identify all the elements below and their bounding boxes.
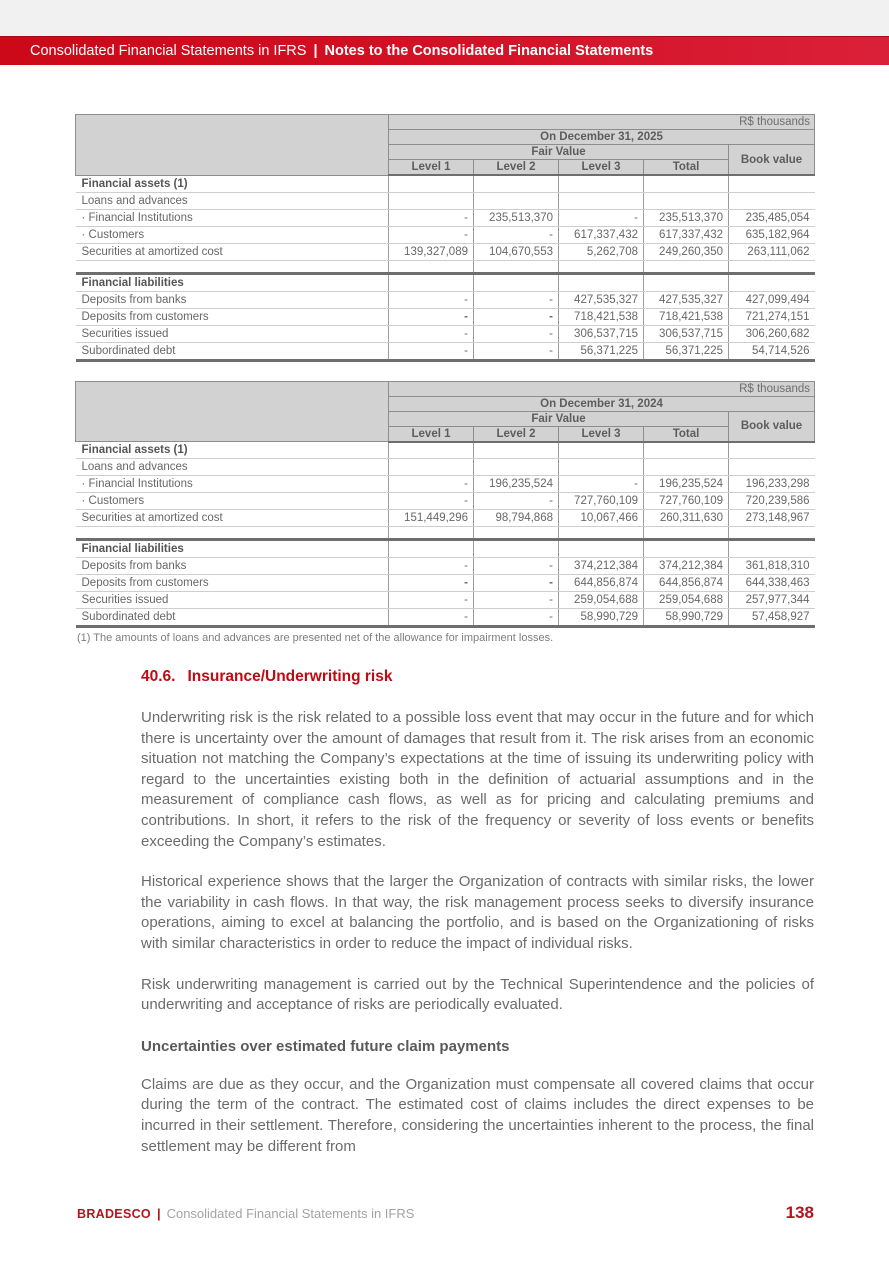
cell-value: -: [474, 609, 559, 627]
cell-value: 259,054,688: [644, 592, 729, 609]
table-row: [76, 592, 815, 609]
book-value-header: Book value: [729, 411, 815, 442]
spacer-row: [76, 260, 815, 273]
cell-empty: [644, 260, 729, 273]
table-corner-cell: [76, 381, 389, 442]
row-label: Subordinated debt: [76, 609, 389, 627]
cell-value: -: [389, 609, 474, 627]
cell-value: [474, 459, 559, 476]
cell-value: 58,990,729: [644, 609, 729, 627]
cell-value: -: [559, 476, 644, 493]
table-row: [76, 459, 815, 476]
cell-value: [729, 459, 815, 476]
row-label: Deposits from banks: [76, 558, 389, 575]
row-label: Securities issued: [76, 325, 389, 342]
table-row: [76, 493, 815, 510]
section-title: Financial liabilities: [76, 273, 389, 291]
section-text-block: [141, 668, 814, 1157]
table-row: [76, 226, 815, 243]
cell-value: [389, 192, 474, 209]
cell-value: -: [474, 592, 559, 609]
cell-value: 374,212,384: [559, 558, 644, 575]
cell-empty: [559, 273, 644, 291]
table-corner-cell: [76, 115, 389, 176]
cell-value: -: [474, 308, 559, 325]
cell-value: -: [389, 308, 474, 325]
units-label: R$ thousands: [389, 115, 815, 130]
level-3-header: Level 3: [559, 426, 644, 442]
cell-value: 56,371,225: [559, 342, 644, 360]
table-row: [76, 558, 815, 575]
cell-value: 306,537,715: [559, 325, 644, 342]
cell-empty: [389, 442, 474, 459]
cell-value: 721,274,151: [729, 308, 815, 325]
table-row: [76, 575, 815, 592]
cell-empty: [729, 175, 815, 192]
header-separator: |: [313, 43, 318, 59]
cell-empty: [389, 527, 474, 540]
paragraph: Underwriting risk is the risk related to a possible loss event that may occur in the future and for which there is uncertainty over the amount of damages that result from it. The risk arises from an economic situation not matching the Company’s expectations at the time of issuing its underwriting policy with regard to the uncertainties existing both in the definition of actuarial assumptions and in the measurement of compliance cash flows, as well as for pricing and calculating premiums and contributions. In short, it refers to the risk of the frequency or severity of loss events or benefits exceeding the Company’s estimates.: [141, 709, 814, 850]
cell-value: 104,670,553: [474, 243, 559, 260]
cell-empty: [474, 527, 559, 540]
table-row: [76, 291, 815, 308]
cell-empty: [729, 527, 815, 540]
cell-value: -: [474, 558, 559, 575]
row-label: Deposits from customers: [76, 575, 389, 592]
fair-value-table-2024: [75, 381, 815, 629]
cell-value: 727,760,109: [559, 493, 644, 510]
section-title-row: [76, 175, 815, 192]
table-row: [76, 325, 815, 342]
cell-value: 235,485,054: [729, 209, 815, 226]
cell-empty: [559, 175, 644, 192]
row-label: · Financial Institutions: [76, 476, 389, 493]
cell-value: 644,856,874: [559, 575, 644, 592]
cell-value: -: [389, 558, 474, 575]
header-section-title: Notes to the Consolidated Financial Statements: [324, 43, 654, 59]
cell-value: 718,421,538: [559, 308, 644, 325]
cell-value: [559, 459, 644, 476]
cell-value: -: [389, 226, 474, 243]
table-row: [76, 243, 815, 260]
cell-value: -: [389, 493, 474, 510]
table-footnote: (1) The amounts of loans and advances are presented net of the allowance for impairment losses.: [77, 632, 554, 644]
cell-value: 54,714,526: [729, 342, 815, 360]
fair-value-header: Fair Value: [389, 145, 729, 160]
cell-empty: [729, 540, 815, 558]
cell-value: -: [389, 575, 474, 592]
cell-value: 635,182,964: [729, 226, 815, 243]
cell-value: 259,054,688: [559, 592, 644, 609]
table-row: [76, 510, 815, 527]
row-label: Securities at amortized cost: [76, 243, 389, 260]
cell-value: 617,337,432: [559, 226, 644, 243]
cell-value: [474, 192, 559, 209]
cell-value: -: [389, 476, 474, 493]
cell-value: 58,990,729: [559, 609, 644, 627]
level-3-header: Level 3: [559, 160, 644, 176]
footer-left: [77, 1205, 414, 1223]
cell-value: -: [389, 592, 474, 609]
total-header: Total: [644, 426, 729, 442]
tables-container: [0, 65, 889, 628]
page-header-bar: [0, 36, 889, 65]
cell-value: 644,856,874: [644, 575, 729, 592]
cell-value: 727,760,109: [644, 493, 729, 510]
top-margin-strip: [0, 0, 889, 36]
section-title-row: [76, 273, 815, 291]
cell-empty: [76, 260, 389, 273]
spacer-row: [76, 527, 815, 540]
table-header-row: [76, 115, 815, 130]
cell-value: 196,235,524: [644, 476, 729, 493]
cell-value: 374,212,384: [644, 558, 729, 575]
table-row: [76, 342, 815, 360]
cell-empty: [76, 527, 389, 540]
page-number: 138: [785, 1203, 814, 1222]
cell-value: -: [389, 342, 474, 360]
row-label: Securities at amortized cost: [76, 510, 389, 527]
cell-empty: [389, 540, 474, 558]
row-label: · Customers: [76, 226, 389, 243]
cell-empty: [474, 540, 559, 558]
cell-value: 235,513,370: [474, 209, 559, 226]
row-label: Subordinated debt: [76, 342, 389, 360]
cell-empty: [729, 442, 815, 459]
footer-doc-title: Consolidated Financial Statements in IFRS: [166, 1206, 415, 1221]
cell-value: [389, 459, 474, 476]
cell-value: 427,535,327: [559, 291, 644, 308]
cell-empty: [729, 260, 815, 273]
table-header-row: [76, 381, 815, 396]
units-label: R$ thousands: [389, 381, 815, 396]
row-label: Deposits from customers: [76, 308, 389, 325]
section-number: 40.6.: [141, 668, 176, 685]
row-label: Deposits from banks: [76, 291, 389, 308]
cell-value: [644, 459, 729, 476]
section-title-row: [76, 540, 815, 558]
level-1-header: Level 1: [389, 426, 474, 442]
table-row: [76, 609, 815, 627]
cell-value: -: [474, 575, 559, 592]
cell-value: -: [389, 209, 474, 226]
cell-value: -: [474, 325, 559, 342]
cell-value: -: [474, 226, 559, 243]
cell-value: 139,327,089: [389, 243, 474, 260]
brand-logo-text: BRADESCO: [77, 1207, 151, 1221]
section-title: Financial liabilities: [76, 540, 389, 558]
row-label: · Financial Institutions: [76, 209, 389, 226]
fair-value-table-2025: [75, 114, 815, 362]
table-row: [76, 209, 815, 226]
cell-empty: [644, 175, 729, 192]
cell-empty: [644, 273, 729, 291]
cell-value: [559, 192, 644, 209]
cell-value: 263,111,062: [729, 243, 815, 260]
footer-separator: |: [156, 1206, 161, 1221]
cell-value: -: [474, 342, 559, 360]
row-label: · Customers: [76, 493, 389, 510]
cell-value: 644,338,463: [729, 575, 815, 592]
level-2-header: Level 2: [474, 426, 559, 442]
cell-value: 427,535,327: [644, 291, 729, 308]
level-2-header: Level 2: [474, 160, 559, 176]
cell-empty: [389, 273, 474, 291]
cell-value: -: [559, 209, 644, 226]
cell-empty: [559, 442, 644, 459]
table-row: [76, 192, 815, 209]
level-1-header: Level 1: [389, 160, 474, 176]
row-label: Loans and advances: [76, 192, 389, 209]
cell-value: [644, 192, 729, 209]
book-value-header: Book value: [729, 145, 815, 176]
cell-value: 361,818,310: [729, 558, 815, 575]
cell-empty: [474, 260, 559, 273]
cell-value: -: [389, 291, 474, 308]
cell-value: 720,239,586: [729, 493, 815, 510]
cell-value: 10,067,466: [559, 510, 644, 527]
cell-value: 257,977,344: [729, 592, 815, 609]
date-header: On December 31, 2025: [389, 130, 815, 145]
cell-empty: [474, 175, 559, 192]
paragraph: Historical experience shows that the larger the Organization of contracts with similar risks, the lower the variability in cash flows. In that way, the risk management process seeks to diversify insurance operations, aiming to excel at balancing the portfolio, and is based on the Organizationing of risks with similar characteristics in order to reduce the impact of individual risks.: [141, 873, 814, 952]
cell-value: -: [474, 493, 559, 510]
cell-empty: [559, 540, 644, 558]
cell-value: 427,099,494: [729, 291, 815, 308]
cell-value: 196,233,298: [729, 476, 815, 493]
section-heading: [141, 668, 814, 686]
page-footer: [77, 1203, 814, 1223]
cell-empty: [474, 442, 559, 459]
cell-empty: [644, 527, 729, 540]
table-row: [76, 308, 815, 325]
section-title: Financial assets (1): [76, 442, 389, 459]
cell-value: 196,235,524: [474, 476, 559, 493]
section-title-row: [76, 442, 815, 459]
cell-value: [729, 192, 815, 209]
section-title-text: Insurance/Underwriting risk: [187, 668, 393, 685]
cell-empty: [389, 175, 474, 192]
sub-heading: Uncertainties over estimated future claim payments: [141, 1037, 510, 1055]
cell-empty: [644, 540, 729, 558]
row-label: Loans and advances: [76, 459, 389, 476]
date-header: On December 31, 2024: [389, 396, 815, 411]
cell-value: 98,794,868: [474, 510, 559, 527]
cell-value: 617,337,432: [644, 226, 729, 243]
cell-empty: [644, 442, 729, 459]
paragraph: Risk underwriting management is carried out by the Technical Superintendence and the policies of underwriting and acceptance of risks are periodically evaluated.: [141, 975, 814, 1014]
cell-empty: [729, 273, 815, 291]
total-header: Total: [644, 160, 729, 176]
cell-value: -: [389, 325, 474, 342]
cell-empty: [389, 260, 474, 273]
cell-empty: [559, 260, 644, 273]
cell-value: 57,458,927: [729, 609, 815, 627]
cell-value: 151,449,296: [389, 510, 474, 527]
header-doc-title: Consolidated Financial Statements in IFRS: [30, 43, 307, 59]
cell-value: -: [474, 291, 559, 308]
cell-value: 249,260,350: [644, 243, 729, 260]
cell-value: 306,537,715: [644, 325, 729, 342]
cell-value: 56,371,225: [644, 342, 729, 360]
cell-value: 5,262,708: [559, 243, 644, 260]
cell-empty: [559, 527, 644, 540]
section-title: Financial assets (1): [76, 175, 389, 192]
cell-value: 273,148,967: [729, 510, 815, 527]
cell-empty: [474, 273, 559, 291]
table-row: [76, 476, 815, 493]
paragraph: Claims are due as they occur, and the Organization must compensate all covered claims that occur during the term of the contract. The estimated cost of claims includes the direct expenses to be incurred in their settlement. Therefore, considering the uncertainties inherent to the process, the final settlement may be different from: [141, 1075, 814, 1155]
fair-value-header: Fair Value: [389, 411, 729, 426]
cell-value: 235,513,370: [644, 209, 729, 226]
cell-value: 260,311,630: [644, 510, 729, 527]
cell-value: 306,260,682: [729, 325, 815, 342]
cell-value: 718,421,538: [644, 308, 729, 325]
row-label: Securities issued: [76, 592, 389, 609]
